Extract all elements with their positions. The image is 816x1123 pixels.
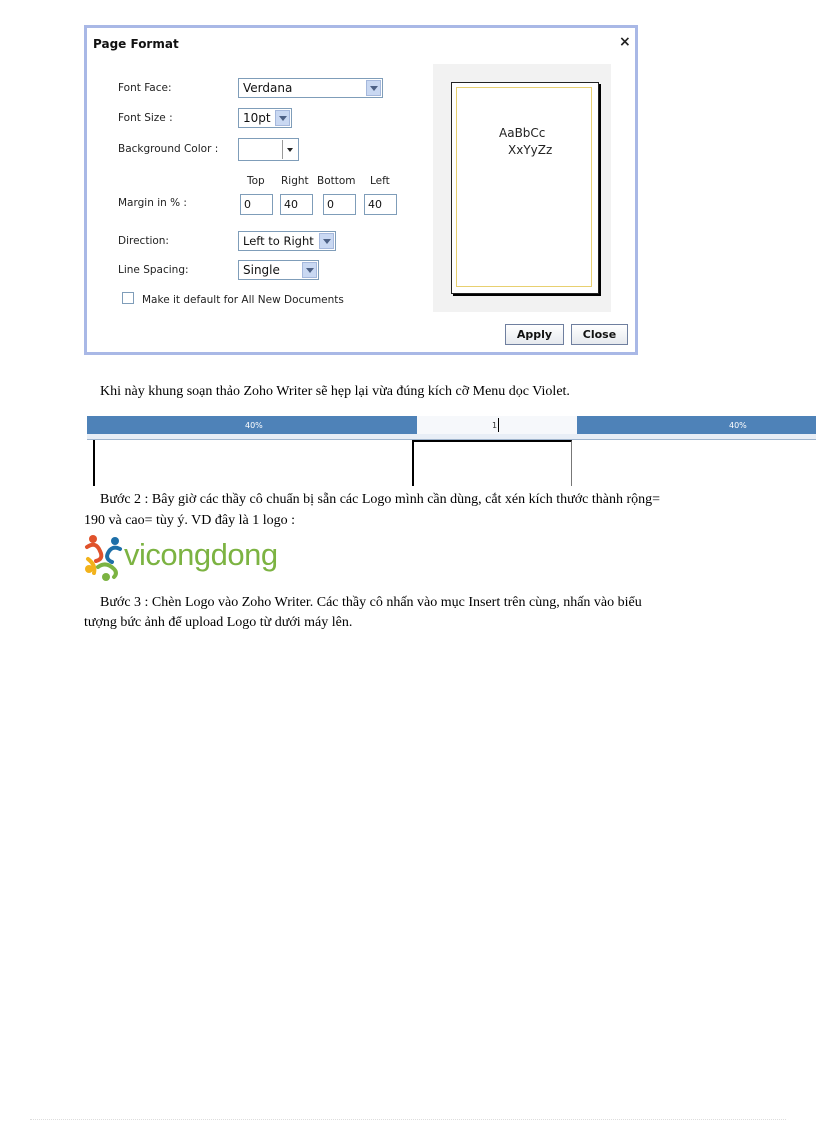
- preview-sample-line2: XxYyZz: [508, 143, 553, 157]
- ruler-left-margin: 40%: [245, 421, 263, 430]
- default-checkbox-label: Make it default for All New Documents: [142, 294, 344, 306]
- direction-label: Direction:: [118, 235, 169, 247]
- margin-bottom-header: Bottom: [317, 175, 356, 187]
- font-face-label: Font Face:: [118, 82, 172, 94]
- page-format-dialog: [84, 25, 638, 355]
- paragraph-3-line-2: tượng bức ảnh để upload Logo từ dưới máy lên.: [84, 615, 353, 630]
- page-preview-area: [433, 64, 611, 312]
- paragraph-3-line-1: Bước 3 : Chèn Logo vào Zoho Writer. Các thầy cô nhấn vào mục Insert trên cùng, nhấn vào biểu: [100, 595, 642, 610]
- line-spacing-select[interactable]: [238, 260, 319, 280]
- chevron-down-icon[interactable]: [302, 262, 317, 278]
- vicongdong-logo: [84, 531, 276, 583]
- font-size-label: Font Size :: [118, 112, 173, 124]
- font-face-select[interactable]: [238, 78, 383, 98]
- logo-wordmark: vicongdong: [124, 537, 278, 572]
- ruler-right-margin: 40%: [729, 421, 747, 430]
- chevron-down-icon[interactable]: [366, 80, 381, 96]
- preview-page: [451, 82, 599, 294]
- preview-margin-frame: [456, 87, 592, 287]
- margin-label: Margin in % :: [118, 197, 187, 209]
- background-color-picker[interactable]: [238, 138, 299, 161]
- document-left-edge: [93, 440, 95, 486]
- ruler-cursor: [498, 418, 499, 432]
- paragraph-2-line-1: Bước 2 : Bây giờ các thầy cô chuẩn bị sẵn các Logo mình cần dùng, cắt xén kích thước thành rộng=: [100, 492, 661, 507]
- chevron-down-icon[interactable]: [319, 233, 334, 249]
- line-spacing-label: Line Spacing:: [118, 264, 189, 276]
- margin-left-input[interactable]: 40: [364, 194, 397, 215]
- margin-left-header: Left: [370, 175, 390, 187]
- direction-value: Left to Right: [243, 234, 314, 248]
- apply-button[interactable]: Apply: [505, 324, 564, 345]
- ruler-screenshot: [87, 416, 816, 486]
- paragraph-1: Khi này khung soạn thảo Zoho Writer sẽ hẹp lại vừa đúng kích cỡ Menu dọc Violet.: [100, 384, 570, 399]
- dialog-title: Page Format: [93, 37, 179, 51]
- background-color-label: Background Color :: [118, 143, 219, 155]
- logo-people-icon: [84, 531, 124, 583]
- color-dropdown-button[interactable]: [282, 140, 298, 159]
- line-spacing-value: Single: [243, 263, 280, 277]
- close-button[interactable]: Close: [571, 324, 628, 345]
- default-checkbox[interactable]: [122, 292, 134, 304]
- chevron-down-icon: [287, 148, 293, 152]
- paragraph-2-line-2: 190 và cao= tùy ý. VD đây là 1 logo :: [84, 513, 295, 528]
- font-size-value: 10pt: [243, 111, 271, 125]
- margin-top-header: Top: [247, 175, 265, 187]
- page-footer-rule: [30, 1119, 786, 1120]
- ruler-marker: 1: [492, 421, 498, 430]
- direction-select[interactable]: [238, 231, 336, 251]
- font-face-value: Verdana: [243, 81, 293, 95]
- margin-right-header: Right: [281, 175, 309, 187]
- margin-bottom-input[interactable]: 0: [323, 194, 356, 215]
- narrow-page-area: [412, 440, 572, 486]
- margin-right-input[interactable]: 40: [280, 194, 313, 215]
- chevron-down-icon[interactable]: [275, 110, 290, 126]
- close-icon[interactable]: ×: [619, 34, 631, 50]
- margin-top-input[interactable]: 0: [240, 194, 273, 215]
- preview-sample-line1: AaBbCc: [499, 126, 546, 140]
- font-size-select[interactable]: [238, 108, 292, 128]
